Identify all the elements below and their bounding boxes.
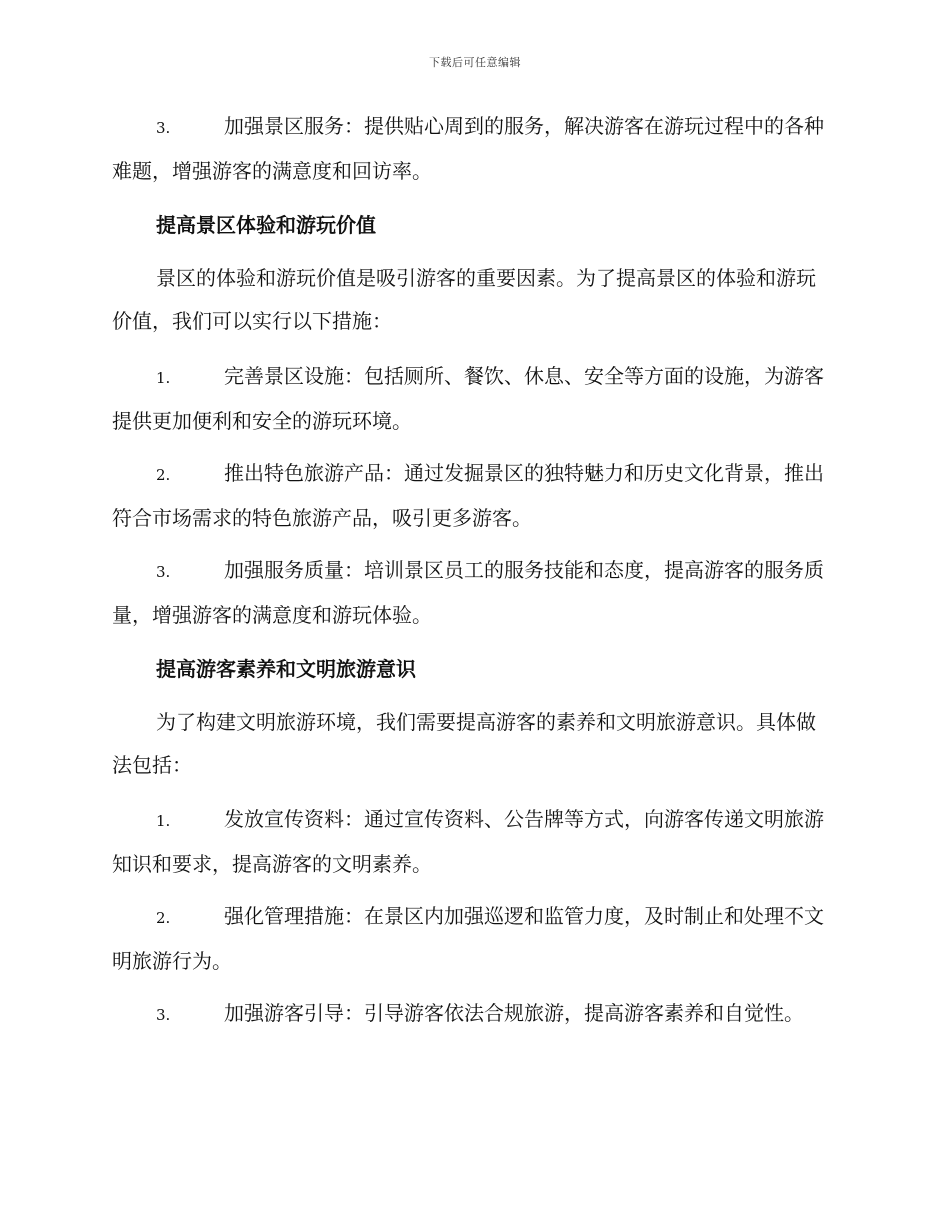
- list-item-number: 3.: [156, 119, 171, 137]
- section-intro-experience: 景区的体验和游玩价值是吸引游客的重要因素。为了提高景区的体验和游玩价值，我们可以实行以下措施：: [112, 266, 816, 333]
- list-item-number: 1.: [156, 812, 171, 830]
- section-intro-civility: 为了构建文明旅游环境，我们需要提高游客的素养和文明旅游意识。具体做法包括：: [112, 710, 816, 777]
- list-item-number: 3.: [156, 1006, 171, 1024]
- section-heading-experience: 提高景区体验和游玩价值: [156, 213, 376, 237]
- list-item: [112, 798, 834, 886]
- list-item-text: 发放宣传资料：通过宣传资料、公告牌等方式，向游客传递文明旅游知识和要求，提高游客的文明素养。: [112, 807, 824, 876]
- list-item: [112, 549, 834, 637]
- list-item-text: 强化管理措施：在景区内加强巡逻和监管力度，及时制止和处理不文明旅游行为。: [112, 904, 824, 973]
- list-item-text: 加强游客引导：引导游客依法合规旅游，提高游客素养和自觉性。: [224, 1001, 804, 1025]
- list-item: [112, 895, 834, 983]
- list-item-top-3: [112, 105, 834, 193]
- list-item-text: 加强景区服务：提供贴心周到的服务，解决游客在游玩过程中的各种难题，增强游客的满意度和回访率。: [112, 114, 824, 183]
- list-item: [112, 355, 834, 443]
- list-item-number: 2.: [156, 466, 171, 484]
- list-item-text: 完善景区设施：包括厕所、餐饮、休息、安全等方面的设施，为游客提供更加便利和安全的游玩环境。: [112, 364, 824, 433]
- page-header: 下载后可任意编辑: [429, 56, 521, 69]
- list-item-number: 2.: [156, 909, 171, 927]
- section-heading-civility: 提高游客素养和文明旅游意识: [156, 657, 416, 681]
- list-item-text: 推出特色旅游产品：通过发掘景区的独特魅力和历史文化背景，推出符合市场需求的特色旅游产品，吸引更多游客。: [112, 461, 824, 530]
- list-item-number: 1.: [156, 369, 171, 387]
- list-item-text: 加强服务质量：培训景区员工的服务技能和态度，提高游客的服务质量，增强游客的满意度和游玩体验。: [112, 558, 824, 627]
- list-item: [112, 992, 834, 1037]
- list-item-number: 3.: [156, 563, 171, 581]
- list-item: [112, 452, 834, 540]
